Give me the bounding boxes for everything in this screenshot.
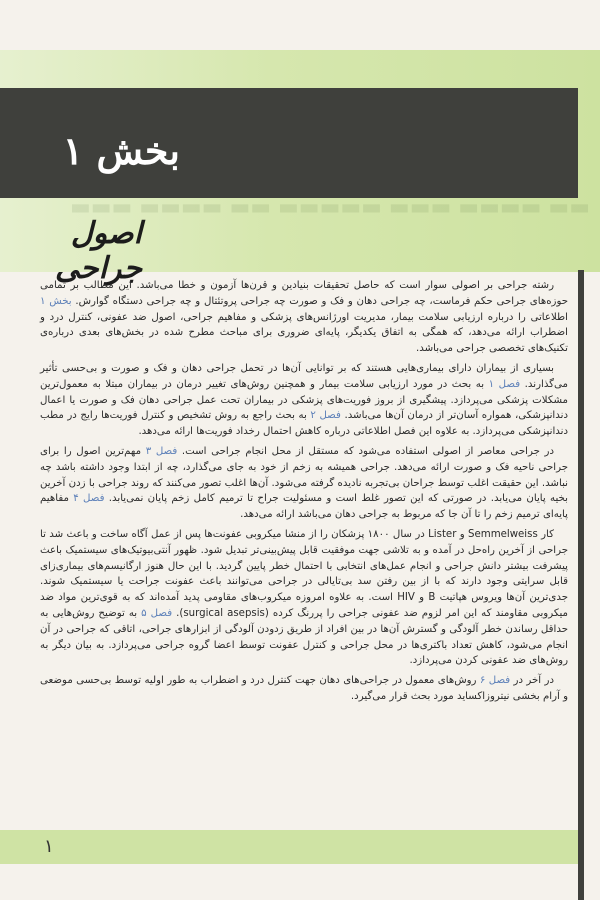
body-paragraph xyxy=(40,444,568,523)
paragraph-text: اطلاعاتی را درباره ارزیابی سلامت بیمار، مدیریت اورژانس‌های پزشکی و مفاهیم جراحی، اصول ضد عفونی، کنترل درد و اضطراب ارائه می‌دهد، که همگی به اتفاق یکدیگر، پایه‌ای ضروری برای مباحث مطرح شده در بخش‌های بعدی درباره‌ی تکنیک‌های تخصصی جراحی می‌باشد. xyxy=(40,311,568,355)
body-paragraph xyxy=(40,527,568,669)
chapter-reference: فصل ۳ xyxy=(145,445,178,457)
body-paragraph xyxy=(40,361,568,440)
chapter-reference: بخش ۱ xyxy=(40,295,72,307)
paragraph-text: بسیاری از بیماران دارای بیماری‌هایی هستند که بر توانایی آن‌ها در تحمل جراحی دهان و فک و صورت و بی‌حسی تأثیر می‌گذارند. xyxy=(40,362,568,390)
paragraph-text: کار Semmelweiss و Lister در سال ۱۸۰۰ پزشکان را از منشا میکروبی عفونت‌ها پس از عمل آگاه ساخت و باعث شد تا جراحی از آخرین راه‌حل در آمده و به تلاشی جهت موفقیت قابل پیش‌بینی‌تر تبدیل شود. ظهور آنتی‌بیوتیک‌های سیستمیک باعث پیشرفت بیشتر دانش جراحی و انجام عمل‌های انتخابی با احتمال خطر پایین گردید. با این حال هنوز ارگانیسم‌های بیماری‌زای قابل سرایتی وجود دارند که با از بین رفتن سد بی‌تایالی در جراحی می‌توانند باعث عفونت جراحت یا سیستمیک شوند. جدی‌ترین آن‌ها ویروس هپاتیت B و HIV است. به علاوه امروزه میکروب‌های مقاومی پدید آمده‌اند که به قوی‌ترین مواد ضد میکروبی مقاومند که این امر لزوم ضد عفونی جراحی را پررنگ کرده (surgical asepsis). xyxy=(40,528,569,619)
body-text xyxy=(40,278,568,818)
paragraph-text: در آخر در xyxy=(510,675,554,687)
paragraph-text: رشته جراحی بر اصولی سوار است که حاصل تحقیقات بنیادین و قرن‌ها آزمون و خطا می‌باشد. این مطالب بر تمامی حوزه‌های جراحی حکم فرماست، چه جراحی دهان و فک و صورت چه جراحی پروتئتال و چه جراحی دستگاه گوارش. xyxy=(40,280,569,307)
paragraph-text: روش‌های معمول در جراحی‌های دهان جهت کنترل درد و اضطراب به طور اولیه توسط بی‌حسی موضعی و آرام بخشی نیتروزاکساید مورد بحث قرار می‌گیرد. xyxy=(40,675,568,702)
chapter-reference: فصل ۶ xyxy=(479,675,511,687)
chapter-title: اصول جراحی xyxy=(55,216,142,286)
chapter-reference: فصل ۵ xyxy=(141,607,173,619)
paragraph-text: به بحث راجع به روش تشخیص و کنترل فوریت‌ها رایج در مطب دندانپزشکی می‌پردازد. به علاوه این فصل اطلاعاتی درباره کاهش احتمال رخداد فوریت‌ها ارائه می‌دهد. xyxy=(40,410,568,438)
paragraph-text: در جراحی معاصر از اصولی استفاده می‌شود که مستقل از محل انجام جراحی است. xyxy=(177,445,554,457)
paragraph-text: به توضیح روش‌هایی به حداقل رساندن خطر آلودگی و گسترش آن‌ها در بین افراد از طریق زدودن آلودگی از ابزارهای جراحی، اتاقی که جراحی در آن انجام می‌شود، کاهش تعداد باکتری‌ها در محل جراحی و کنترل عفونت توسط اعضا گروه جراحی می‌پردازد. به بیان دیگر به روش‌های ضد عفونی کردن می‌پردازد. xyxy=(40,607,568,667)
body-paragraph xyxy=(40,673,568,705)
body-paragraph xyxy=(40,278,568,357)
section-title: بخش ۱ xyxy=(62,128,180,173)
chapter-reference: فصل ۲ xyxy=(310,410,341,422)
chapter-reference: فصل ۱ xyxy=(488,378,521,390)
paragraph-text: به بحث در مورد ارزیابی سلامت بیمار و همچنین روش‌های تغییر درمان در بیماران مبتلا به معمول‌ترین مشکلات پزشکی می‌پردازد. پیشگیری از بروز فوریت‌های پزشکی در بیماران تحت عمل جراحی دهان فک و صورت یا اعمال دندانپزشکی، همواره آسان‌تر از درمان آن‌ها می‌باشد. xyxy=(40,378,568,422)
footer-green-stripe xyxy=(0,830,578,864)
paragraph-text: مفاهیم پایه‌ای ترمیم زخم را تا آن جا که مربوط به جراحی دهان می‌باشد ارائه می‌دهد. xyxy=(40,493,568,521)
right-edge-rule xyxy=(578,270,584,900)
chapter-reference: فصل ۴ xyxy=(73,493,105,505)
paragraph-text: مهم‌ترین اصول را برای جراحی ناحیه فک و صورت ارائه می‌دهد. جراحی همیشه به زخم از خود به جای می‌گذارد، چه از ابتدا وجود داشته باشد چه نباشد. این حقیقت اغلب توسط جراحان بی‌تجربه نادیده گرفته می‌شود. آن‌ها اغلب تصور می‌کنند که روند جراحی با زدن آخرین بخیه پایان می‌یابد. در صورتی که این تصور غلط است و مسئولیت جراح تا ترمیم کامل زخم پایان نمی‌یابد. xyxy=(40,445,568,505)
page-number: ۱ xyxy=(44,836,54,857)
faded-background-text: ▬▬ ▬▬▬▬ ▬▬▬ ▬▬▬▬▬ ▬▬ ▬▬▬▬ ▬▬▬ xyxy=(69,195,590,220)
